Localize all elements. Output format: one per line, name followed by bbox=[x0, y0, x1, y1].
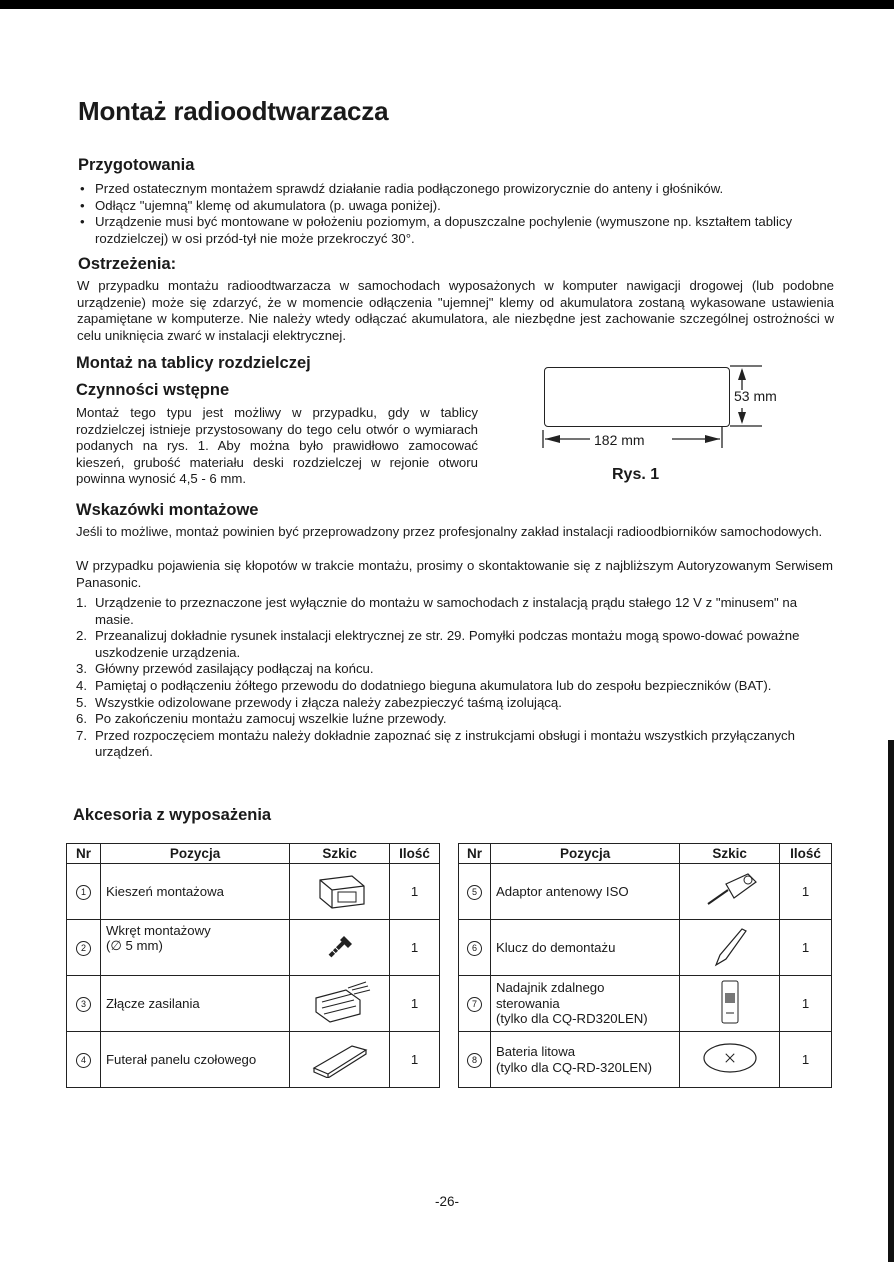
item-qty: 1 bbox=[390, 1032, 440, 1088]
item-qty: 1 bbox=[780, 864, 832, 920]
remote-control-icon bbox=[718, 979, 742, 1025]
table-row bbox=[459, 976, 832, 1032]
tips-item: 6. Po zakończeniu montażu zamocuj wszelkie luźne przewody. bbox=[76, 711, 447, 727]
dash-heading: Montaż na tablicy rozdzielczej bbox=[76, 354, 311, 372]
item-number: 1 bbox=[76, 885, 91, 900]
item-name: Futerał panelu czołowego bbox=[100, 1032, 289, 1088]
item-qty: 1 bbox=[390, 864, 440, 920]
page-number: -26- bbox=[434, 1194, 459, 1209]
prep-item: • Odłącz "ujemną" klemę od akumulatora (p. uwaga poniżej). bbox=[78, 198, 848, 215]
tips-item: 1. Urządzenie to przeznaczone jest wyłącznie do montażu w samochodach z instalacją prądu stałego 12 V z "minusem" na masie. bbox=[76, 595, 798, 627]
tips-heading: Wskazówki montażowe bbox=[76, 501, 259, 519]
tips-item: 3. Główny przewód zasilający podłączaj na końcu. bbox=[76, 661, 374, 677]
top-border bbox=[0, 0, 894, 9]
col-sketch: Szkic bbox=[680, 844, 780, 864]
page-title: Montaż radioodtwarzacza bbox=[78, 96, 389, 126]
accessories-heading: Akcesoria z wyposażenia bbox=[73, 806, 272, 824]
mounting-sleeve-icon bbox=[312, 870, 368, 910]
tips-list bbox=[76, 595, 836, 761]
dash-text: Montaż tego typu jest możliwy w przypadku, gdy w tablicy rozdzielczej istnieje przystosowany do tego celu otwór o wymiarach podanych na rys. 1. Aby można było prawidłowo zamocować kieszeń, grubość materiału deski rozdzielczej w rejonie otworu powinna wynosić 4,5 - 6 mm. bbox=[76, 405, 478, 487]
col-nr: Nr bbox=[459, 844, 491, 864]
item-name: Wkręt montażowy (∅ 5 mm) bbox=[100, 920, 289, 976]
table-row bbox=[67, 864, 440, 920]
item-qty: 1 bbox=[780, 920, 832, 976]
item-qty: 1 bbox=[390, 976, 440, 1032]
screw-icon bbox=[320, 926, 360, 966]
faceplate-case-icon bbox=[308, 1038, 372, 1078]
item-name: Złącze zasilania bbox=[100, 976, 289, 1032]
antenna-adaptor-icon bbox=[698, 868, 762, 912]
lithium-battery-icon bbox=[700, 1038, 760, 1078]
scan-edge bbox=[888, 740, 894, 1262]
tips-item: 5. Wszystkie odizolowane przewody i złącza należy zabezpieczyć taśmą izolującą. bbox=[76, 694, 562, 710]
dash-subheading: Czynności wstępne bbox=[76, 381, 230, 399]
warn-heading: Ostrzeżenia: bbox=[78, 255, 177, 273]
item-number: 2 bbox=[76, 941, 91, 956]
tips-item: 4. Pamiętaj o podłączeniu żółtego przewodu do dodatniego bieguna akumulatora lub do zespołu bezpieczników (BAT). bbox=[76, 677, 772, 693]
item-number: 6 bbox=[467, 941, 482, 956]
accessories-table-right bbox=[458, 843, 832, 1088]
item-name: Adaptor antenowy ISO bbox=[490, 864, 679, 920]
tips-paragraph-1: Jeśli to możliwe, montaż powinien być przeprowadzony przez profesjonalny zakład instalacji radioodbiorników samochodowych. bbox=[76, 524, 823, 539]
accessories-table-left bbox=[66, 843, 440, 1088]
col-nr: Nr bbox=[67, 844, 101, 864]
item-number: 3 bbox=[76, 997, 91, 1012]
tips-item: 2. Przeanalizuj dokładnie rysunek instalacji elektrycznej ze str. 29. Pomyłki podczas montażu mogą spowo-dować poważne uszkodzenie urządzenia. bbox=[76, 628, 800, 660]
dimension-arrows bbox=[530, 360, 830, 460]
item-qty: 1 bbox=[780, 1032, 832, 1088]
figure-caption: Rys. 1 bbox=[612, 466, 660, 483]
col-qty: Ilość bbox=[780, 844, 832, 864]
prep-heading: Przygotowania bbox=[78, 156, 195, 174]
figure-height-label: 53 mm bbox=[734, 388, 777, 404]
tips-paragraph-2: W przypadku pojawienia się kłopotów w trakcie montażu, prosimy o skontaktowanie się z najbliższym Autoryzowanym Serwisem Panasonic. bbox=[76, 558, 833, 590]
power-connector-icon bbox=[308, 980, 372, 1024]
col-sketch: Szkic bbox=[290, 844, 390, 864]
item-name: Bateria litowa (tylko dla CQ-RD-320LEN) bbox=[490, 1032, 679, 1088]
item-name: Nadajnik zdalnego sterowania (tylko dla CQ-RD320LEN) bbox=[490, 976, 679, 1032]
item-number: 8 bbox=[467, 1053, 482, 1068]
item-number: 4 bbox=[76, 1053, 91, 1068]
figure-width-label: 182 mm bbox=[594, 432, 645, 448]
table-row bbox=[459, 864, 832, 920]
col-item: Pozycja bbox=[100, 844, 289, 864]
table-row bbox=[459, 1032, 832, 1088]
item-name: Kieszeń montażowa bbox=[100, 864, 289, 920]
prep-item: • Urządzenie musi być montowane w położeniu poziomym, a dopuszczalne pochylenie (wymuszone np. kształtem tablicy rozdzielczej) w osi przód-tył nie może przekroczyć 30°. bbox=[78, 214, 848, 247]
table-row bbox=[67, 1032, 440, 1088]
item-number: 7 bbox=[467, 997, 482, 1012]
col-item: Pozycja bbox=[490, 844, 679, 864]
prep-list bbox=[78, 181, 848, 247]
prep-item: • Przed ostatecznym montażem sprawdź działanie radia podłączonego prowizorycznie do anteny i głośników. bbox=[78, 181, 848, 198]
item-qty: 1 bbox=[390, 920, 440, 976]
col-qty: Ilość bbox=[390, 844, 440, 864]
item-name: Klucz do demontażu bbox=[490, 920, 679, 976]
item-number: 5 bbox=[467, 885, 482, 900]
table-row bbox=[459, 920, 832, 976]
table-row bbox=[67, 920, 440, 976]
removal-key-icon bbox=[708, 923, 752, 969]
tips-item: 7. Przed rozpoczęciem montażu należy dokładnie zapoznać się z instrukcjami obsługi i montażu wszystkich przyłączanych urządzeń. bbox=[76, 727, 795, 760]
table-row bbox=[67, 976, 440, 1032]
warn-text: W przypadku montażu radioodtwarzacza w samochodach wyposażonych w komputer nawigacji drogowej (lub podobne urządzenie) może się zdarzyć, że w momencie odłączenia "ujemnej" klemy od akumulatora zostaną wykasowane ustawienia zapamiętane w komputerze. Nie należy wtedy odłączać akumulatora, ale niezbędne jest zachowanie szczególnej ostrożności w celu uniknięcia zwarć w instalacji elektrycznej. bbox=[77, 278, 834, 343]
item-qty: 1 bbox=[780, 976, 832, 1032]
